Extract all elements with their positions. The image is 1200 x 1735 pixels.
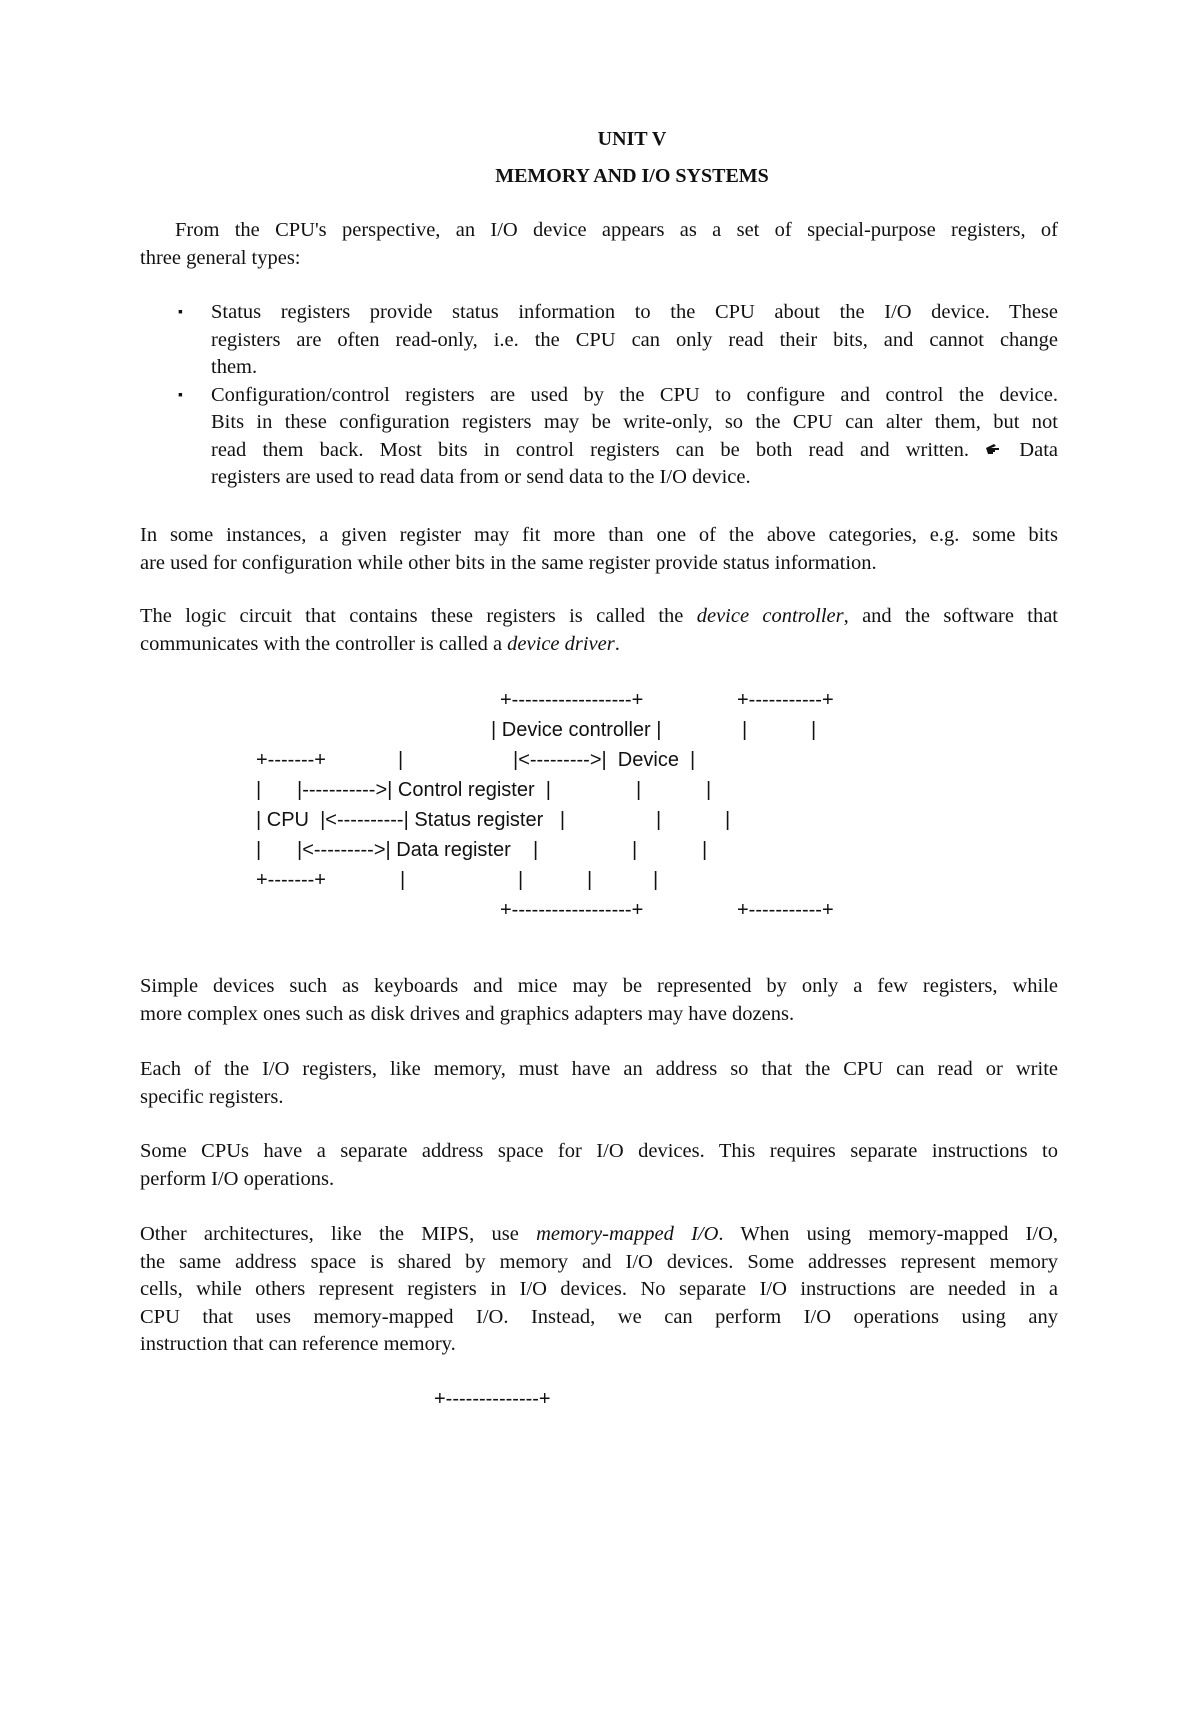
list-item xyxy=(140,382,1058,492)
bullet-line: registers are often read-only, i.e. the CPU can only read their bits, and cannot change xyxy=(211,328,1058,351)
diagram-line: +------------------+ xyxy=(500,899,644,921)
some-line-2: perform I/O operations. xyxy=(140,1167,335,1190)
logic-text: communicates with the controller is called a xyxy=(140,632,508,655)
bullet-line-text: read them back. Most bits in control registers can be both read and written. xyxy=(211,438,986,461)
diagram-pipe: | xyxy=(632,839,638,861)
bullet-line: Bits in these configuration registers may be write-only, so the CPU can alter them, but not xyxy=(211,411,1058,433)
instances-paragraph xyxy=(140,522,1058,577)
diagram-line: |<--------->| Data register | xyxy=(297,839,539,861)
intro-line-1: From the CPU's perspective, an I/O device appears as a set of special-purpose registers, of xyxy=(175,219,1058,241)
other-line-2: the same address space is shared by memory and I/O devices. Some addresses represent memory xyxy=(140,1250,1058,1273)
diagram-pipe: | xyxy=(518,869,524,891)
diagram-line: +-----------+ xyxy=(737,899,834,921)
diagram-line: | CPU |<----------| Status register | xyxy=(256,809,566,831)
diagram-line: | xyxy=(811,719,817,741)
bullet-line: Status registers provide status information to the CPU about the I/O device. These xyxy=(211,301,1058,323)
diagram-line: +--------------+ xyxy=(434,1388,551,1410)
bullet-line: Configuration/control registers are used by the CPU to configure and control the device. xyxy=(211,383,1058,406)
simple-devices-paragraph xyxy=(140,973,1058,1028)
simple-line-1: Simple devices such as keyboards and mice may be represented by only a few registers, while xyxy=(140,975,1058,997)
diagram-pipe: | xyxy=(656,809,662,831)
logic-text: The logic circuit that contains these registers is called the xyxy=(140,605,697,627)
diagram-pipe: | xyxy=(398,749,404,771)
diagram-pipe: | xyxy=(706,779,712,801)
bullet-line-tail: Data xyxy=(1003,438,1059,461)
list-item xyxy=(140,299,1058,382)
logic-text: , and the software that xyxy=(843,605,1058,627)
bullet-icon: ▪ xyxy=(178,387,183,403)
other-line-1 xyxy=(140,1221,1058,1249)
simple-line-2: more complex ones such as disk drives and graphics adapters may have dozens. xyxy=(140,1002,795,1025)
instances-line-1: In some instances, a given register may fit more than one of the above categories, e.g. some bits xyxy=(140,524,1058,546)
page-title: MEMORY AND I/O SYSTEMS xyxy=(495,165,769,187)
logic-emphasis: device driver xyxy=(507,632,615,655)
bullet-line-with-icon xyxy=(211,437,1058,465)
logic-line-2 xyxy=(140,631,1058,659)
diagram-pipe: | xyxy=(587,869,593,891)
separate-space-paragraph xyxy=(140,1138,1058,1193)
diagram-line: +-------+ xyxy=(256,749,326,771)
diagram-pipe: | xyxy=(400,869,406,891)
diagram-pipe: | xyxy=(256,839,262,861)
diagram-pipe: | xyxy=(653,869,659,891)
intro-line-2: three general types: xyxy=(140,246,301,269)
diagram-line: | Device controller | xyxy=(491,719,662,741)
diagram-pipe: | xyxy=(725,809,731,831)
diagram-line: |----------->| Control register | xyxy=(297,779,551,801)
diagram-line: | xyxy=(742,719,748,741)
diagram-line: +-----------+ xyxy=(737,689,834,711)
intro-paragraph xyxy=(140,217,1058,272)
diagram-pipe: | xyxy=(702,839,708,861)
other-text: . When using memory-mapped I/O, xyxy=(718,1223,1059,1245)
memory-map-diagram xyxy=(0,1384,1200,1424)
other-text: Other architectures, like the MIPS, use xyxy=(140,1223,537,1245)
logic-emphasis: device controller xyxy=(696,605,844,627)
diagram-line: +------------------+ xyxy=(500,689,644,711)
unit-heading: UNIT V xyxy=(597,128,667,150)
logic-text: . xyxy=(614,632,620,655)
diagram-pipe: | xyxy=(636,779,642,801)
diagram-line: |<--------->| Device | xyxy=(513,749,696,771)
addressing-paragraph xyxy=(140,1056,1058,1111)
other-line-5: instruction that can reference memory. xyxy=(140,1333,456,1355)
logic-line-1 xyxy=(140,603,1058,631)
memory-mapped-paragraph xyxy=(140,1221,1058,1359)
other-emphasis: memory-mapped I/O xyxy=(536,1223,719,1245)
each-line-2: specific registers. xyxy=(140,1085,284,1108)
other-line-4: CPU that uses memory-mapped I/O. Instead, we can perform I/O operations using any xyxy=(140,1305,1058,1328)
bullet-icon: ▪ xyxy=(178,305,183,320)
diagram-line: +-------+ xyxy=(256,869,326,891)
device-controller-diagram xyxy=(0,685,1200,925)
diagram-pipe: | xyxy=(256,779,262,801)
some-line-1: Some CPUs have a separate address space for I/O devices. This requires separate instructions to xyxy=(140,1140,1058,1162)
logic-paragraph xyxy=(140,603,1058,658)
bullet-line: registers are used to read data from or send data to the I/O device. xyxy=(211,466,751,488)
register-types-list xyxy=(140,299,1058,492)
instances-line-2: are used for configuration while other bits in the same register provide status information. xyxy=(140,551,877,574)
hand-pointer-icon xyxy=(985,437,1003,465)
each-line-1: Each of the I/O registers, like memory, must have an address so that the CPU can read or write xyxy=(140,1058,1058,1080)
other-line-3: cells, while others represent registers in I/O devices. No separate I/O instructions are needed in a xyxy=(140,1278,1058,1300)
bullet-line: them. xyxy=(211,356,258,378)
